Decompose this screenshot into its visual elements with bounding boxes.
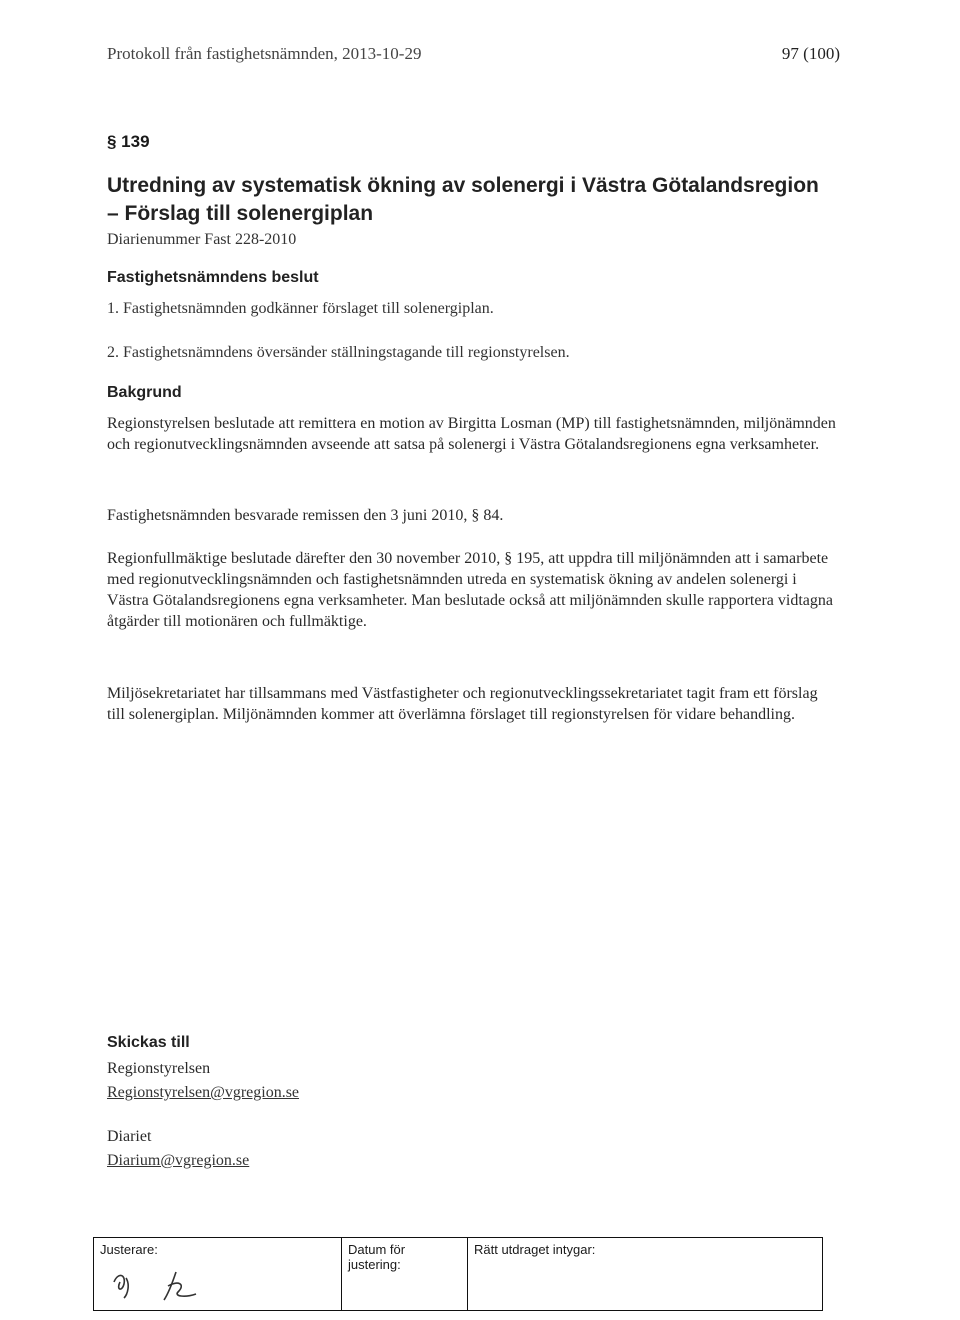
skickas-heading: Skickas till bbox=[107, 1034, 190, 1051]
bakgrund-paragraph-4: Miljösekretariatet har tillsammans med Västfastigheter och regionutvecklingssekretariatet tagit fram ett förslag till solenergiplan. Miljönämnden kommer att överlämna förslaget till regionstyrelsen för vidare behandling. bbox=[107, 685, 818, 723]
beslut-heading: Fastighetsnämndens beslut bbox=[107, 269, 319, 286]
bakgrund-paragraph-1: Regionstyrelsen beslutade att remittera en motion av Birgitta Losman (MP) till fastighetsnämnden, miljönämnden och regionutvecklingsnämnden avseende att satsa på solenergi i Västra Götalandsregionens egna verksamheter. bbox=[107, 415, 836, 453]
section-number: § 139 bbox=[107, 132, 150, 151]
recipient-name: Diariet bbox=[107, 1128, 152, 1145]
bakgrund-paragraph-3: Regionfullmäktige beslutade därefter den 30 november 2010, § 195, att uppdra till miljönämnden att i samarbete med regionutvecklingsnämnden och fastighetsnämnden utreda en systematisk ökning av andelen solenergi i Västra Götalandsregionens egna verksamheter. Man beslutade också att miljönämnden skulle rapportera vidtagna åtgärder till motionären och fullmäktige. bbox=[107, 550, 833, 630]
datum-label: Datum för justering: bbox=[348, 1242, 406, 1272]
ratt-utdraget-cell bbox=[468, 1238, 824, 1310]
section-title: Utredning av systematisk ökning av solenergi i Västra Götalandsregion – Förslag till solenergiplan bbox=[107, 174, 819, 225]
document-header: Protokoll från fastighetsnämnden, 2013-10-29 bbox=[107, 44, 422, 63]
handwritten-signature-icon bbox=[106, 1264, 216, 1304]
recipient-name: Regionstyrelsen bbox=[107, 1060, 211, 1077]
bakgrund-paragraph-2: Fastighetsnämnden besvarade remissen den 3 juni 2010, § 84. bbox=[107, 507, 504, 524]
ratt-utdraget-label: Rätt utdraget intygar: bbox=[474, 1242, 596, 1257]
justerare-cell bbox=[94, 1238, 342, 1310]
bakgrund-heading: Bakgrund bbox=[107, 384, 182, 401]
page-number: 97 (100) bbox=[781, 44, 840, 63]
signature-table bbox=[93, 1237, 823, 1311]
beslut-item-2: 2. Fastighetsnämndens översänder ställningstagande till regionstyrelsen. bbox=[107, 344, 570, 361]
recipient-email-link[interactable]: Regionstyrelsen@vgregion.se bbox=[107, 1084, 300, 1101]
datum-cell bbox=[342, 1238, 468, 1310]
justerare-label: Justerare: bbox=[100, 1242, 158, 1257]
recipient-email-link[interactable]: Diarium@vgregion.se bbox=[107, 1152, 250, 1169]
beslut-item-1: 1. Fastighetsnämnden godkänner förslaget till solenergiplan. bbox=[107, 300, 494, 317]
diarie-number: Diarienummer Fast 228-2010 bbox=[107, 231, 297, 248]
